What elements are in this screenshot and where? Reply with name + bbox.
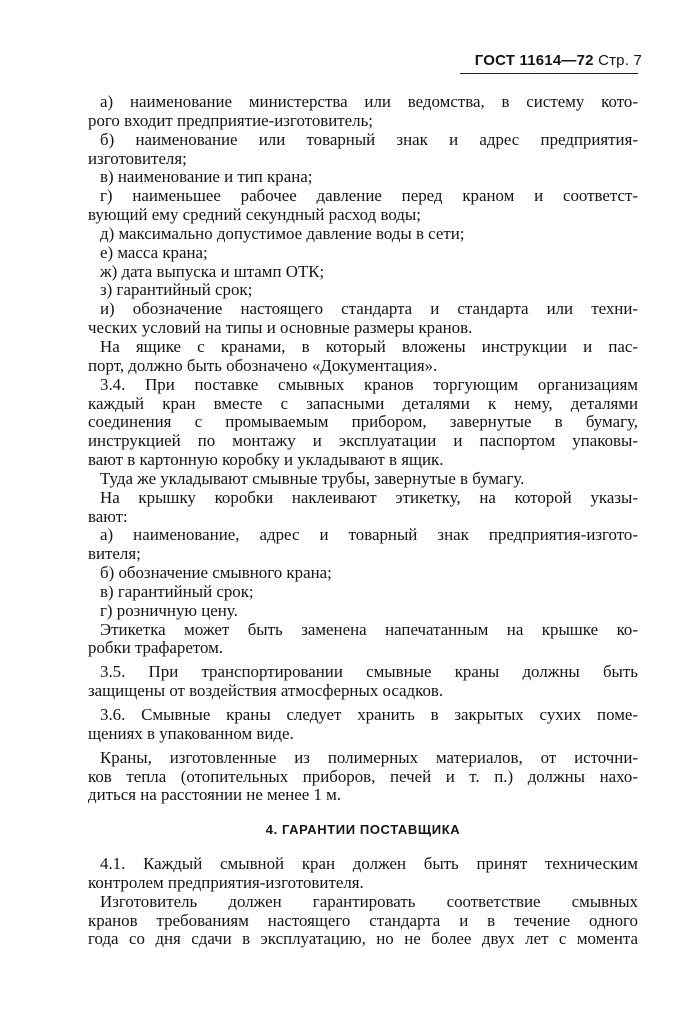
text-line: соединения с промываемым прибором, завернутые в бумагу, [88, 412, 638, 432]
text-line: ков тепла (отопительных приборов, печей и т. п.) должны нахо- [88, 766, 638, 786]
text-line: Изготовитель должен гарантировать соответствие смывных [100, 891, 638, 911]
document-body [88, 93, 638, 949]
text-line: года со дня сдачи в эксплуатацию, но не более двух лет с момента [88, 929, 638, 949]
section-heading: 4. ГАРАНТИИ ПОСТАВЩИКА [265, 822, 461, 838]
page-header [475, 52, 642, 69]
text-line: а) наименование, адрес и товарный знак предприятия-изгото- [100, 525, 638, 545]
text-line: и) обозначение настоящего стандарта и стандарта или техни- [100, 299, 638, 319]
text-line: в) гарантийный срок; [100, 581, 254, 601]
header-rule [460, 73, 638, 74]
text-line: кранов требованиям настоящего стандарта и в течение одного [88, 910, 638, 930]
text-line: г) наименьшее рабочее давление перед краном и соответст- [100, 186, 638, 206]
text-line: 3.6. Смывные краны следует хранить в закрытых сухих поме- [100, 705, 638, 724]
text-line: порт, должно быть обозначено «Документация». [88, 355, 438, 375]
text-line: 3.5. При транспортировании смывные краны должны быть [100, 662, 638, 682]
text-line: вают в картонную коробку и укладывают в ящик. [88, 450, 444, 470]
text-line: вают: [88, 506, 128, 526]
text-line: 4.1. Каждый смывной кран должен быть принят техническим [100, 854, 638, 874]
text-line: рого входит предприятие-изготовитель; [88, 110, 373, 130]
text-line: ж) дата выпуска и штамп ОТК; [100, 261, 325, 281]
page-number: Стр. 7 [598, 52, 642, 69]
text-line: Этикетка может быть заменена напечатанным на крышке ко- [100, 619, 638, 639]
text-line: ческих условий на типы и основные размеры кранов. [88, 318, 473, 338]
text-line: щениях в упакованном виде. [88, 723, 294, 743]
standard-code: ГОСТ 11614—72 [474, 52, 594, 69]
text-line: изготовителя; [88, 148, 187, 168]
text-line: Туда же укладывают смывные трубы, завернутые в бумагу. [100, 468, 525, 488]
text-line: вителя; [88, 544, 141, 564]
text-line: д) максимально допустимое давление воды в сети; [100, 223, 465, 243]
text-line: диться на расстоянии не менее 1 м. [88, 785, 342, 805]
text-line: инструкцией по монтажу и эксплуатации и паспортом упаковы- [88, 431, 638, 451]
text-line: каждый кран вместе с запасными деталями к нему, деталями [88, 393, 638, 413]
text-line: Краны, изготовленные из полимерных материалов, от источни- [100, 747, 638, 767]
text-line: На крышку коробки наклеивают этикетку, на которой указы- [100, 487, 638, 507]
text-line: е) масса крана; [100, 242, 208, 262]
text-line: робки трафаретом. [88, 638, 224, 658]
text-line: б) обозначение смывного крана; [100, 563, 332, 583]
text-line: На ящике с кранами, в который вложены инструкции и пас- [100, 336, 638, 356]
text-line: вующий ему средний секундный расход воды; [88, 205, 421, 225]
text-line: з) гарантийный срок; [100, 280, 253, 300]
text-line: б) наименование или товарный знак и адрес предприятия- [100, 129, 638, 149]
text-line: защищены от воздействия атмосферных осадков. [88, 681, 444, 701]
text-line: в) наименование и тип крана; [100, 167, 313, 187]
text-line: 3.4. При поставке смывных кранов торгующим организациям [100, 374, 638, 394]
text-line: г) розничную цену. [100, 600, 238, 620]
text-line: контролем предприятия-изготовителя. [88, 872, 364, 892]
text-line: а) наименование министерства или ведомства, в систему кото- [100, 92, 638, 111]
